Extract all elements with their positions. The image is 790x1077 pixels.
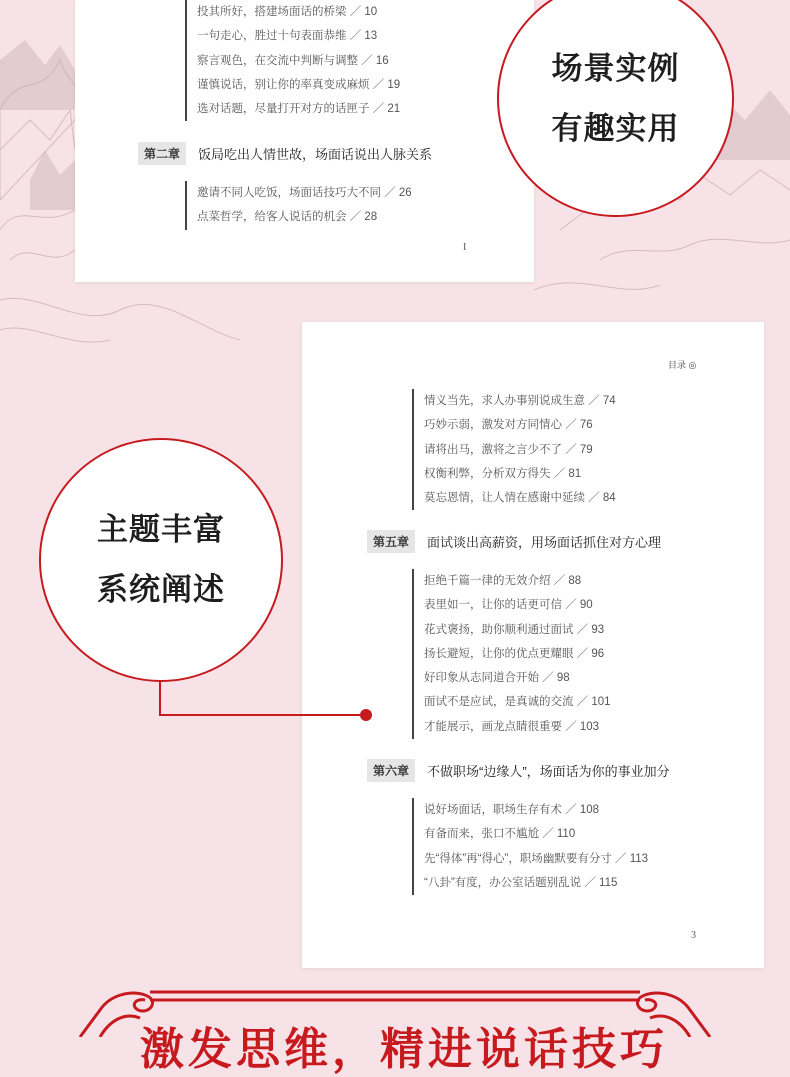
toc-entry: 拒绝千篇一律的无效介绍 ／ 88	[424, 575, 582, 587]
toc-entry: 表里如一，让你的话更可信 ／ 90	[424, 599, 593, 612]
chapter-title: 饭局吃出人情世故，场面话说出人脉关系	[198, 147, 433, 162]
page-number: I	[463, 242, 467, 253]
chapter-title: 面试谈出高薪资，用场面话抓住对方心理	[427, 535, 662, 550]
callout-line: 主题丰富	[97, 512, 225, 548]
chapter-number: 第六章	[367, 759, 415, 782]
callout-line: 场景实例	[551, 50, 680, 87]
chapter-title: 不做职场“边缘人”，场面话为你的事业加分	[427, 764, 670, 779]
chapter-number: 第二章	[138, 142, 186, 165]
toc-entry: 选对话题，尽量打开对方的话匣子 ／ 21	[197, 103, 401, 116]
toc-entry: 扬长避短，让你的优点更耀眼 ／ 96	[424, 647, 605, 660]
toc-entry: 有备而来，张口不尴尬 ／ 110	[424, 828, 576, 841]
toc-entry: 察言观色，在交流中判断与调整 ／ 16	[197, 54, 389, 67]
callout-line: 系统阐述	[97, 572, 225, 608]
toc-entry: 投其所好，搭建场面话的桥梁 ／ 10	[197, 6, 378, 18]
toc-entry: 权衡利弊，分析双方得失 ／ 81	[424, 467, 582, 480]
toc-entry: 面试不是应试，是真诚的交流 ／ 101	[424, 696, 611, 709]
page-number: 3	[691, 930, 696, 941]
toc-entry: 花式褒扬，助你顺利通过面试 ／ 93	[424, 623, 605, 636]
toc-entry: 一句走心，胜过十句表面恭维 ／ 13	[197, 30, 378, 43]
toc-entry: “八卦”有度，办公室话题别乱说 ／ 115	[424, 876, 618, 889]
toc-entry: 情义当先，求人办事别说成生意 ／ 74	[424, 395, 616, 407]
toc-entry: 先“得体”再“得心”，职场幽默要有分寸 ／ 113	[424, 852, 649, 865]
callout-line: 有趣实用	[551, 110, 680, 147]
toc-entry: 好印象从志同道合开始 ／ 98	[424, 672, 570, 685]
banner-title: 激发思维，精进说话技巧	[140, 1024, 668, 1075]
toc-entry: 请将出马，激将之言少不了 ／ 79	[424, 443, 593, 456]
toc-entry: 说好场面话，职场生存有术 ／ 108	[424, 804, 600, 816]
toc-entry: 邀请不同人吃饭，场面话技巧大不同 ／ 26	[197, 187, 412, 199]
chapter-number: 第五章	[367, 530, 415, 553]
toc-entry: 巧妙示弱，激发对方同情心 ／ 76	[424, 419, 593, 432]
toc-entry: 莫忘恩情，让人情在感谢中延续 ／ 84	[424, 492, 616, 505]
running-header: 目录 ◎	[668, 360, 697, 370]
toc-entry: 谨慎说话，别让你的率真变成麻烦 ／ 19	[197, 78, 401, 91]
toc-entry: 点菜哲学，给客人说话的机会 ／ 28	[197, 211, 378, 224]
toc-entry: 才能展示，画龙点睛很重要 ／ 103	[424, 720, 600, 733]
